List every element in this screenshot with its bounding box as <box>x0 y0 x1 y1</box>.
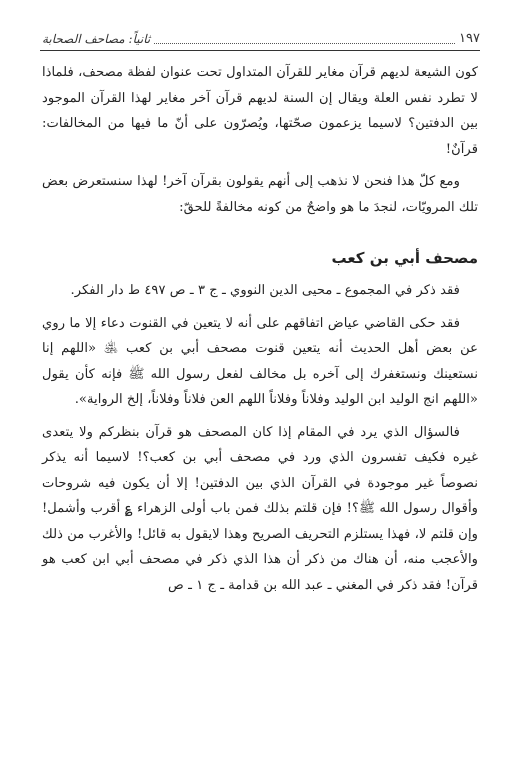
page-body <box>42 60 478 605</box>
paragraph-continuation: كون الشيعة لديهم قرآن مغاير للقرآن المتداول تحت عنوان لفظة مصحف، فلماذا لا تطرد نفس العلة ويقال إن السنة لديهم قرآن آخر مغاير لهذا القرآن الموجود بين الدفتين؟ لاسيما يزعمون صحّتها، ويُصرّون على أنّ ما فيها من المخالفات: قرآنٌ! <box>42 65 478 157</box>
page-number: ١٩٧ <box>459 31 480 46</box>
header-rule <box>40 50 480 51</box>
paragraph-qunut: فقد حكى القاضي عياض اتفاقهم على أنه لا يتعين في القنوت دعاء إلا ما روي عن بعض أهل الحديث أنه يتعين قنوت مصحف أبي بن كعب ﵁ «اللهم إنا نستعينك ونستغفرك إلى آخره بل مخالف لفعل رسول الله ﷺ فإنه كأن يقول «اللهم انج الوليد ابن الوليد وفلاناً وفلاناً اللهم العن فلاناً وفلاناً، إلخ الرواية». <box>42 315 478 407</box>
running-section-title: ثانياً: مصاحف الصحابة <box>42 32 151 46</box>
running-header <box>42 30 480 48</box>
paragraph-question: فالسؤال الذي يرد في المقام إذا كان المصحف هو قرآن بنظركم ولا يتعدى غيره فكيف تفسرون الذي ورد في مصحف أبي بن كعب؟! لاسيما أنه يذكر نصوصاً غير موجودة في القرآن الذي بين الدفتين! إلا أن يكون فيه شروحات وأقوال رسول الله ﷺ؟! فإن قلتم بذلك فمن باب أولى الزهراء ؏ أقرب وأشمل! وإن قلتم لا، فهذا يستلزم التحريف الصريح وهذا لايقول به قائل! والأغرب من ذلك والأعجب منه، أن هناك من ذكر أن هذا الذي ذكر في مصحف أبي ابن كعب هو قرآن! فقد ذكر في المغني ـ عبد الله بن قدامة ـ ج ١ ـ ص <box>42 424 478 593</box>
section-heading: مصحف أبي بن كعب <box>331 249 478 267</box>
header-leader-dots <box>154 43 455 44</box>
paragraph-intro: ومع كلّ هذا فنحن لا نذهب إلى أنهم يقولون بقرآن آخر! لهذا سنستعرض بعض تلك المرويّات، لنجدَ ما هو واضحٌ من كونه مخالفةً للحقّ: <box>42 174 478 215</box>
paragraph-source: فقد ذكر في المجموع ـ محيى الدين النووي ـ ج ٣ ـ ص ٤٩٧ ط دار الفكر. <box>70 283 460 298</box>
